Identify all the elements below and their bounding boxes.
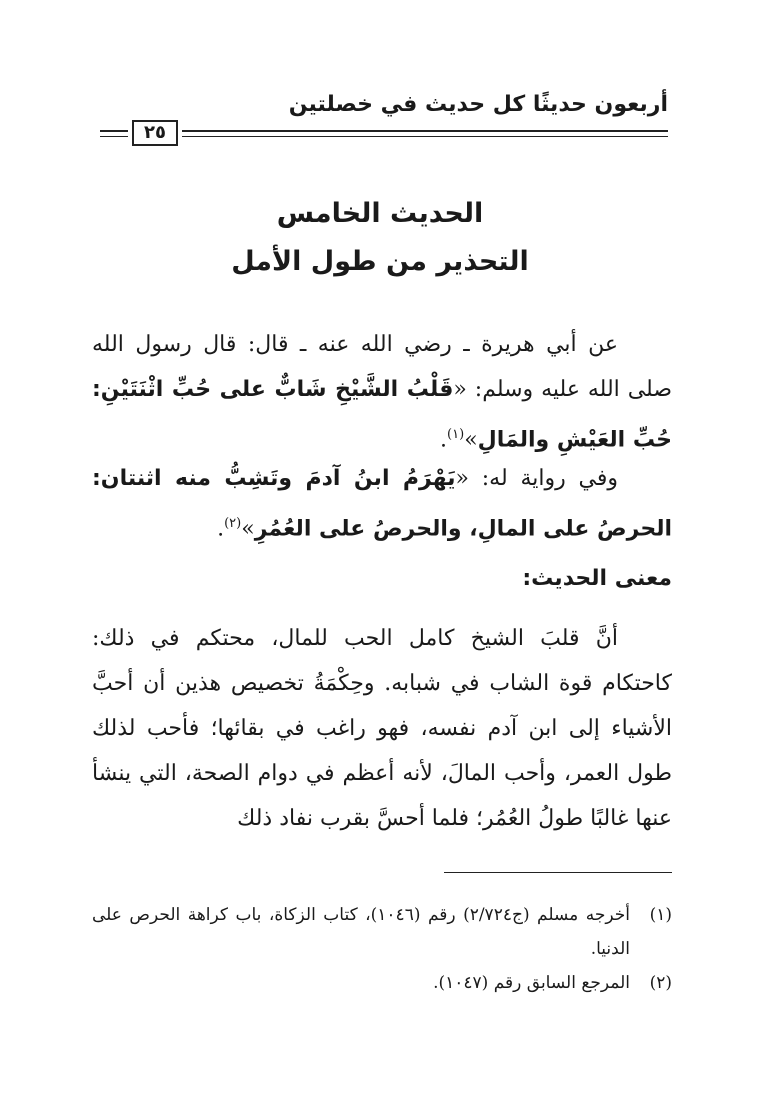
footnote-text: أخرجه مسلم (ج٢/٧٢٤) رقم (١٠٤٦)، كتاب الزكاة، باب كراهة الحرص على الدنيا. xyxy=(92,905,630,959)
hadith-number-heading: الحديث الخامس xyxy=(276,198,484,229)
running-title: أربعون حديثًا كل حديث في خصلتين xyxy=(288,92,668,117)
footnotes xyxy=(92,898,672,1000)
paragraph-explanation: أنَّ قلبَ الشيخ كامل الحب للمال، محتكم في ذلك: كاحتكام قوة الشاب في شبابه. وحِكْمَةُ تخصيص هذين أن أحبَّ الأشياء إلى ابن آدم نفسه، فهو راغب في بقائها؛ فأحب لذلك طول العمر، وأحب المالَ، لأنه أعظم في دوام الصحة، التي ينشأ عنها غالبًا طولُ العُمُر؛ فلما أحسَّ بقرب نفاد ذلك xyxy=(92,626,672,831)
hadith-text: قَلْبُ الشَّيْخِ شَابٌّ على حُبِّ اثْنَتَيْنِ: حُبِّ العَيْشِ والمَالِ xyxy=(92,377,672,453)
hadith-title-heading: التحذير من طول الأمل xyxy=(231,246,529,277)
footnote-text: المرجع السابق رقم (١٠٤٧). xyxy=(433,973,630,993)
footnote-item xyxy=(92,966,672,1000)
footnote-separator xyxy=(444,872,672,873)
sentence-end: . xyxy=(217,516,225,542)
page-number: ٢٥ xyxy=(132,120,178,146)
sentence-end: . xyxy=(440,427,448,453)
header-rule xyxy=(182,130,668,132)
narration-intro: وفي رواية له: « xyxy=(455,466,618,491)
paragraph-hadith-narration xyxy=(92,322,672,462)
footnote-ref-2[interactable]: (٢) xyxy=(224,516,242,531)
footnote-number: (١) xyxy=(649,905,672,925)
header-rule-left xyxy=(100,130,128,132)
quote-close: » xyxy=(241,516,255,542)
footnote-item xyxy=(92,898,672,966)
footnote-number: (٢) xyxy=(649,973,672,993)
section-title-meaning: معنى الحديث: xyxy=(522,566,672,591)
quote-close: » xyxy=(464,427,478,453)
paragraph-second-narration xyxy=(92,456,672,551)
footnote-ref-1[interactable]: (١) xyxy=(447,427,465,442)
hadith-text: يَهْرَمُ ابنُ آدمَ وتَشِبُّ منه اثنتان: الحرصُ على المالِ، والحرصُ على العُمُرِ xyxy=(92,466,672,542)
header-rule-left-double xyxy=(100,136,128,137)
header-rule-double xyxy=(182,136,668,137)
narration-intro: عن أبي هريرة ـ رضي الله عنه ـ قال: قال رسول الله صلى الله عليه وسلم: « xyxy=(92,332,672,402)
